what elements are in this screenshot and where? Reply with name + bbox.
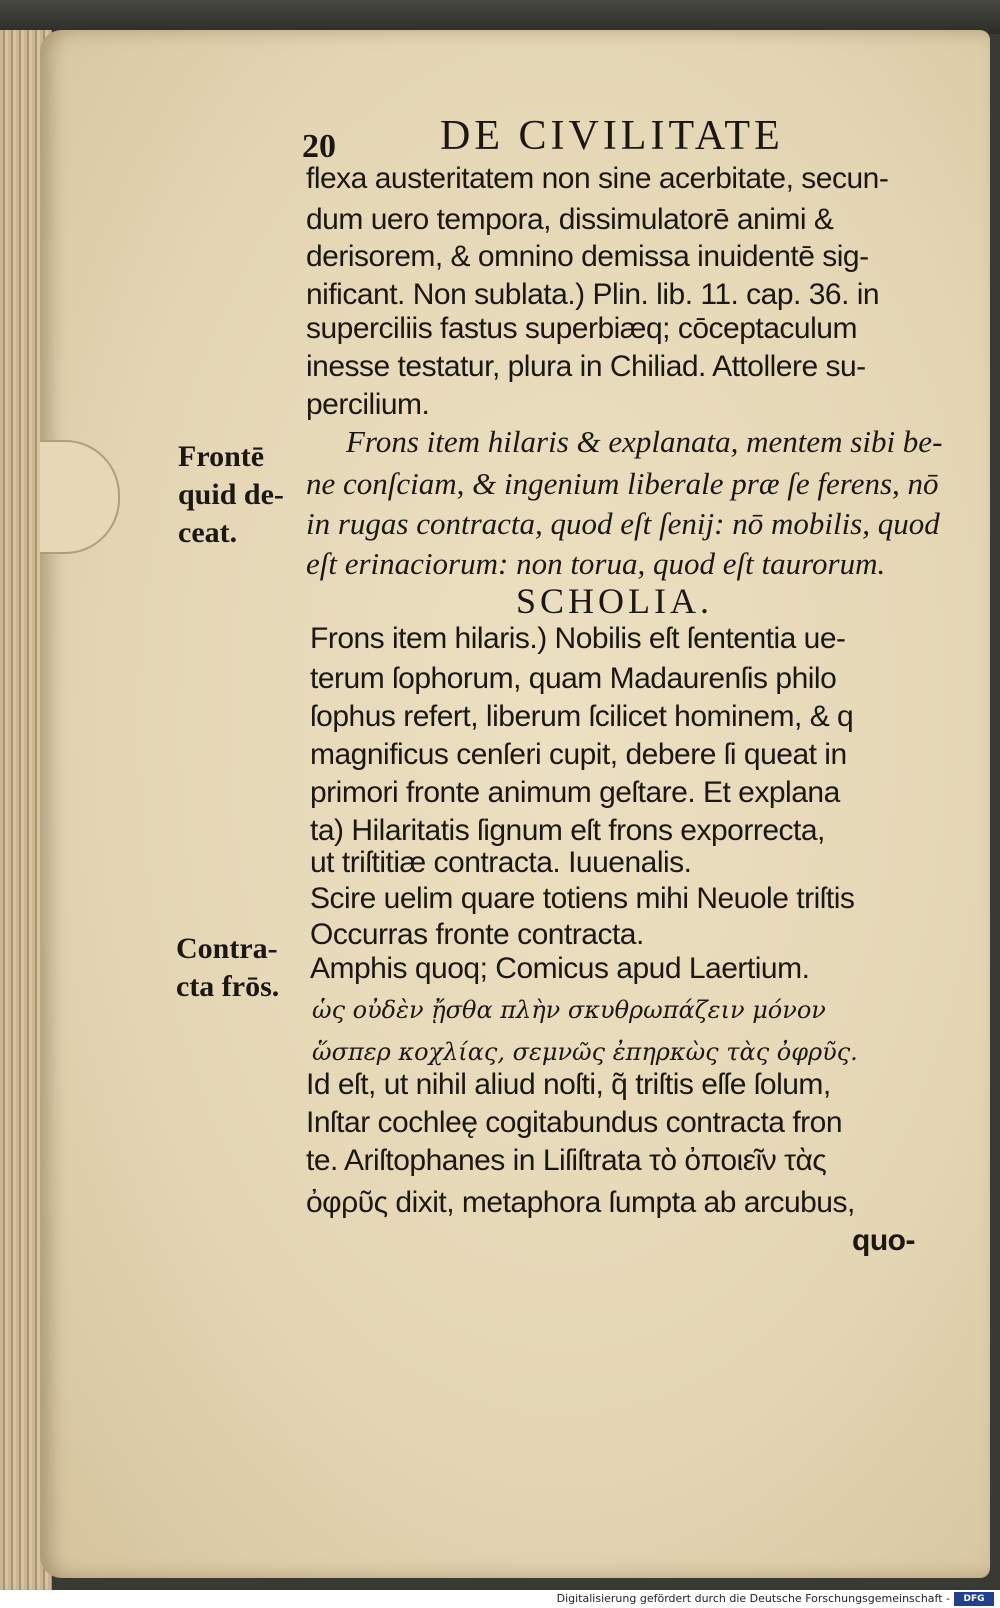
body-line: ὀφρῦς dixit, metaphora ſumpta ab arcubus,: [306, 1186, 855, 1219]
greek-line: ὡς οὐδὲν ᾔσθα πλὴν σκυθρωπάζειν μόνον: [312, 996, 826, 1024]
body-line: ut triſtitiæ contracta. Iuuenalis.: [310, 846, 692, 879]
margin-note-line: Contra-: [176, 932, 278, 965]
body-line: Id eſt, ut nihil aliud noſti, q̃ triſtis eſſe ſolum,: [306, 1068, 831, 1101]
margin-note-line: ceat.: [178, 516, 238, 549]
body-line: Inſtar cochleę cogitabundus contracta fron: [306, 1106, 843, 1139]
body-line: primori fronte animum geſtare. Et explana: [310, 776, 840, 809]
margin-note-line: Frontē: [178, 440, 265, 473]
body-line: ta) Hilaritatis ſignum eſt frons exporrecta,: [310, 814, 825, 847]
footer-text: Digitalisierung gefördert durch die Deutsche Forschungsgemeinschaft -: [556, 1592, 950, 1605]
italic-line: eſt erinaciorum: non torua, quod eſt taurorum.: [306, 546, 886, 581]
book-binding: [0, 0, 1000, 34]
running-head: DE CIVILITATE: [440, 113, 784, 159]
italic-line: Frons item hilaris & explanata, mentem sibi be-: [346, 424, 943, 459]
body-line: Occurras fronte contracta.: [310, 918, 644, 951]
body-line: nificant. Non sublata.) Plin. lib. 11. cap. 36. in: [306, 278, 880, 311]
body-line: inesse testatur, plura in Chiliad. Attollere su-: [306, 350, 866, 383]
body-line: flexa austeritatem non sine acerbitate, secun-: [306, 162, 889, 195]
body-line: percilium.: [306, 388, 430, 421]
margin-note-line: cta frōs.: [176, 970, 280, 1003]
body-line: ſophus refert, liberum ſcilicet hominem, & q: [310, 700, 854, 733]
body-line: dum uero tempora, dissimulatorē animi &: [306, 203, 834, 236]
body-line: terum ſophorum, quam Madaurenſis philo: [310, 662, 837, 695]
body-line: Amphis quoq; Comicus apud Laertium.: [310, 952, 810, 985]
catchword: quo-: [852, 1224, 915, 1257]
page-number: 20: [302, 128, 336, 165]
digitization-footer: [0, 1590, 1000, 1608]
body-line: magnificus cenſeri cupit, debere ſi queat in: [310, 738, 847, 771]
dfg-logo: DFG: [954, 1592, 994, 1606]
body-line: derisorem, & omnino demissa inuidentē sig-: [306, 240, 869, 273]
body-line: te. Ariſtophanes in Liſiſtrata τὸ ὀποιεῖν τὰς: [306, 1144, 827, 1177]
italic-line: ne conſciam, & ingenium liberale præ ſe ferens, nō: [306, 466, 939, 501]
scholia-heading: SCHOLIA.: [516, 581, 714, 621]
body-line: superciliis fastus superbiæq; cōceptaculum: [306, 312, 857, 345]
body-line: Frons item hilaris.) Nobilis eſt ſententia ue-: [310, 622, 846, 655]
margin-note-line: quid de-: [178, 478, 284, 511]
italic-line: in rugas contracta, quod eſt ſenij: nō mobilis, quod: [306, 506, 940, 541]
body-line: Scire uelim quare totiens mihi Neuole triſtis: [310, 882, 855, 915]
greek-line: ὥσπερ κοχλίας, σεμνῶς ἐπηρκὼς τὰς ὀφρῦς.: [312, 1038, 858, 1066]
page-tab: [40, 440, 120, 554]
